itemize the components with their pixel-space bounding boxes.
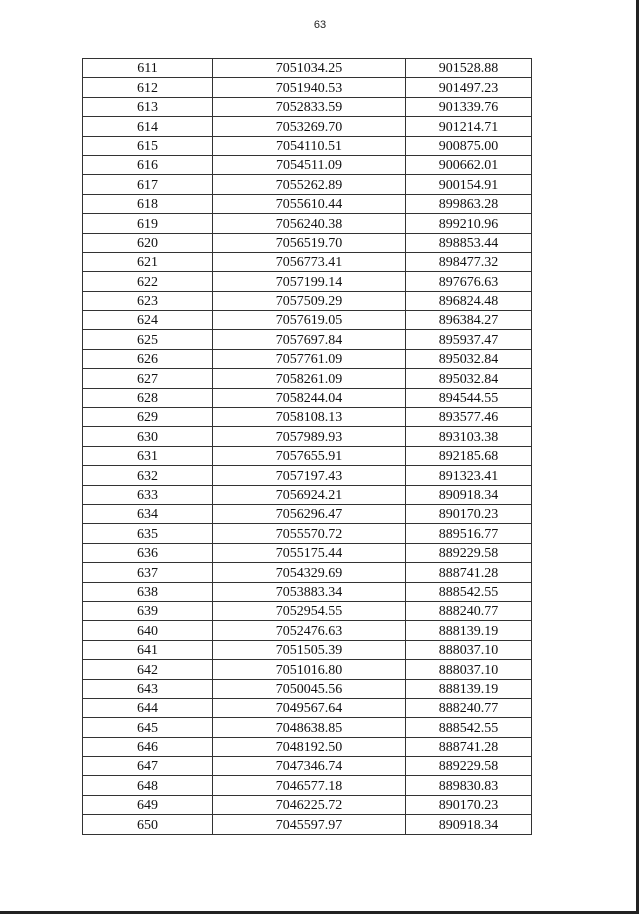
table-row (83, 291, 532, 310)
x-coordinate-cell: 7056296.47 (213, 504, 406, 523)
y-coordinate-cell: 888139.19 (406, 679, 532, 698)
table-row (83, 59, 532, 78)
y-coordinate-cell: 900875.00 (406, 136, 532, 155)
point-number-cell: 634 (83, 504, 213, 523)
point-number-cell: 642 (83, 660, 213, 679)
table-row (83, 698, 532, 717)
x-coordinate-cell: 7057761.09 (213, 349, 406, 368)
x-coordinate-cell: 7055262.89 (213, 175, 406, 194)
point-number-cell: 637 (83, 563, 213, 582)
table-row (83, 640, 532, 659)
x-coordinate-cell: 7052833.59 (213, 97, 406, 116)
y-coordinate-cell: 895032.84 (406, 369, 532, 388)
y-coordinate-cell: 901214.71 (406, 117, 532, 136)
x-coordinate-cell: 7046225.72 (213, 795, 406, 814)
coordinates-table-body (83, 59, 532, 835)
y-coordinate-cell: 889516.77 (406, 524, 532, 543)
x-coordinate-cell: 7055610.44 (213, 194, 406, 213)
x-coordinate-cell: 7052954.55 (213, 601, 406, 620)
y-coordinate-cell: 901339.76 (406, 97, 532, 116)
table-row (83, 679, 532, 698)
x-coordinate-cell: 7052476.63 (213, 621, 406, 640)
point-number-cell: 638 (83, 582, 213, 601)
table-row (83, 330, 532, 349)
x-coordinate-cell: 7058108.13 (213, 408, 406, 427)
x-coordinate-cell: 7056924.21 (213, 485, 406, 504)
x-coordinate-cell: 7053269.70 (213, 117, 406, 136)
point-number-cell: 622 (83, 272, 213, 291)
point-number-cell: 635 (83, 524, 213, 543)
point-number-cell: 629 (83, 408, 213, 427)
y-coordinate-cell: 888037.10 (406, 660, 532, 679)
table-row (83, 78, 532, 97)
point-number-cell: 624 (83, 311, 213, 330)
x-coordinate-cell: 7051505.39 (213, 640, 406, 659)
point-number-cell: 639 (83, 601, 213, 620)
table-row (83, 311, 532, 330)
y-coordinate-cell: 889229.58 (406, 543, 532, 562)
page-number: 63 (313, 19, 327, 31)
x-coordinate-cell: 7057989.93 (213, 427, 406, 446)
y-coordinate-cell: 893103.38 (406, 427, 532, 446)
x-coordinate-cell: 7054329.69 (213, 563, 406, 582)
y-coordinate-cell: 898853.44 (406, 233, 532, 252)
point-number-cell: 625 (83, 330, 213, 349)
point-number-cell: 648 (83, 776, 213, 795)
x-coordinate-cell: 7051940.53 (213, 78, 406, 97)
point-number-cell: 649 (83, 795, 213, 814)
x-coordinate-cell: 7046577.18 (213, 776, 406, 795)
table-row (83, 369, 532, 388)
table-row (83, 757, 532, 776)
x-coordinate-cell: 7049567.64 (213, 698, 406, 717)
table-row (83, 136, 532, 155)
x-coordinate-cell: 7057199.14 (213, 272, 406, 291)
point-number-cell: 626 (83, 349, 213, 368)
table-row (83, 446, 532, 465)
point-number-cell: 643 (83, 679, 213, 698)
x-coordinate-cell: 7050045.56 (213, 679, 406, 698)
table-row (83, 349, 532, 368)
table-row (83, 543, 532, 562)
x-coordinate-cell: 7048192.50 (213, 737, 406, 756)
point-number-cell: 640 (83, 621, 213, 640)
point-number-cell: 621 (83, 252, 213, 271)
x-coordinate-cell: 7056773.41 (213, 252, 406, 271)
y-coordinate-cell: 890918.34 (406, 815, 532, 834)
y-coordinate-cell: 899863.28 (406, 194, 532, 213)
y-coordinate-cell: 900662.01 (406, 155, 532, 174)
table-row (83, 175, 532, 194)
table-row (83, 252, 532, 271)
point-number-cell: 647 (83, 757, 213, 776)
y-coordinate-cell: 890170.23 (406, 795, 532, 814)
y-coordinate-cell: 890918.34 (406, 485, 532, 504)
point-number-cell: 618 (83, 194, 213, 213)
y-coordinate-cell: 900154.91 (406, 175, 532, 194)
point-number-cell: 623 (83, 291, 213, 310)
point-number-cell: 627 (83, 369, 213, 388)
table-row (83, 233, 532, 252)
y-coordinate-cell: 901528.88 (406, 59, 532, 78)
x-coordinate-cell: 7057197.43 (213, 466, 406, 485)
point-number-cell: 613 (83, 97, 213, 116)
coordinates-table (82, 58, 532, 835)
table-row (83, 388, 532, 407)
x-coordinate-cell: 7055570.72 (213, 524, 406, 543)
x-coordinate-cell: 7045597.97 (213, 815, 406, 834)
y-coordinate-cell: 888139.19 (406, 621, 532, 640)
y-coordinate-cell: 891323.41 (406, 466, 532, 485)
x-coordinate-cell: 7057509.29 (213, 291, 406, 310)
x-coordinate-cell: 7057619.05 (213, 311, 406, 330)
table-row (83, 485, 532, 504)
y-coordinate-cell: 901497.23 (406, 78, 532, 97)
x-coordinate-cell: 7054110.51 (213, 136, 406, 155)
y-coordinate-cell: 888542.55 (406, 718, 532, 737)
y-coordinate-cell: 888741.28 (406, 563, 532, 582)
table-row (83, 718, 532, 737)
table-row (83, 737, 532, 756)
table-row (83, 194, 532, 213)
point-number-cell: 646 (83, 737, 213, 756)
point-number-cell: 633 (83, 485, 213, 504)
point-number-cell: 628 (83, 388, 213, 407)
x-coordinate-cell: 7054511.09 (213, 155, 406, 174)
point-number-cell: 611 (83, 59, 213, 78)
table-row (83, 466, 532, 485)
table-row (83, 563, 532, 582)
point-number-cell: 644 (83, 698, 213, 717)
y-coordinate-cell: 899210.96 (406, 214, 532, 233)
table-row (83, 601, 532, 620)
y-coordinate-cell: 889830.83 (406, 776, 532, 795)
x-coordinate-cell: 7057697.84 (213, 330, 406, 349)
x-coordinate-cell: 7058244.04 (213, 388, 406, 407)
x-coordinate-cell: 7047346.74 (213, 757, 406, 776)
y-coordinate-cell: 892185.68 (406, 446, 532, 465)
x-coordinate-cell: 7051034.25 (213, 59, 406, 78)
y-coordinate-cell: 896384.27 (406, 311, 532, 330)
table-row (83, 776, 532, 795)
y-coordinate-cell: 888240.77 (406, 601, 532, 620)
point-number-cell: 620 (83, 233, 213, 252)
point-number-cell: 615 (83, 136, 213, 155)
point-number-cell: 617 (83, 175, 213, 194)
table-row (83, 582, 532, 601)
table-row (83, 214, 532, 233)
point-number-cell: 614 (83, 117, 213, 136)
y-coordinate-cell: 888037.10 (406, 640, 532, 659)
table-row (83, 155, 532, 174)
table-row (83, 815, 532, 834)
y-coordinate-cell: 896824.48 (406, 291, 532, 310)
x-coordinate-cell: 7056519.70 (213, 233, 406, 252)
point-number-cell: 619 (83, 214, 213, 233)
point-number-cell: 645 (83, 718, 213, 737)
point-number-cell: 641 (83, 640, 213, 659)
x-coordinate-cell: 7053883.34 (213, 582, 406, 601)
y-coordinate-cell: 894544.55 (406, 388, 532, 407)
table-row (83, 524, 532, 543)
table-row (83, 795, 532, 814)
point-number-cell: 612 (83, 78, 213, 97)
y-coordinate-cell: 898477.32 (406, 252, 532, 271)
y-coordinate-cell: 888741.28 (406, 737, 532, 756)
table-row (83, 117, 532, 136)
y-coordinate-cell: 890170.23 (406, 504, 532, 523)
x-coordinate-cell: 7057655.91 (213, 446, 406, 465)
table-row (83, 97, 532, 116)
x-coordinate-cell: 7055175.44 (213, 543, 406, 562)
y-coordinate-cell: 895032.84 (406, 349, 532, 368)
table-row (83, 427, 532, 446)
y-coordinate-cell: 893577.46 (406, 408, 532, 427)
point-number-cell: 630 (83, 427, 213, 446)
point-number-cell: 636 (83, 543, 213, 562)
x-coordinate-cell: 7051016.80 (213, 660, 406, 679)
table-row (83, 621, 532, 640)
x-coordinate-cell: 7058261.09 (213, 369, 406, 388)
table-row (83, 272, 532, 291)
x-coordinate-cell: 7056240.38 (213, 214, 406, 233)
point-number-cell: 632 (83, 466, 213, 485)
x-coordinate-cell: 7048638.85 (213, 718, 406, 737)
point-number-cell: 616 (83, 155, 213, 174)
y-coordinate-cell: 888240.77 (406, 698, 532, 717)
point-number-cell: 650 (83, 815, 213, 834)
y-coordinate-cell: 889229.58 (406, 757, 532, 776)
point-number-cell: 631 (83, 446, 213, 465)
table-row (83, 504, 532, 523)
table-row (83, 660, 532, 679)
y-coordinate-cell: 897676.63 (406, 272, 532, 291)
y-coordinate-cell: 888542.55 (406, 582, 532, 601)
table-row (83, 408, 532, 427)
y-coordinate-cell: 895937.47 (406, 330, 532, 349)
